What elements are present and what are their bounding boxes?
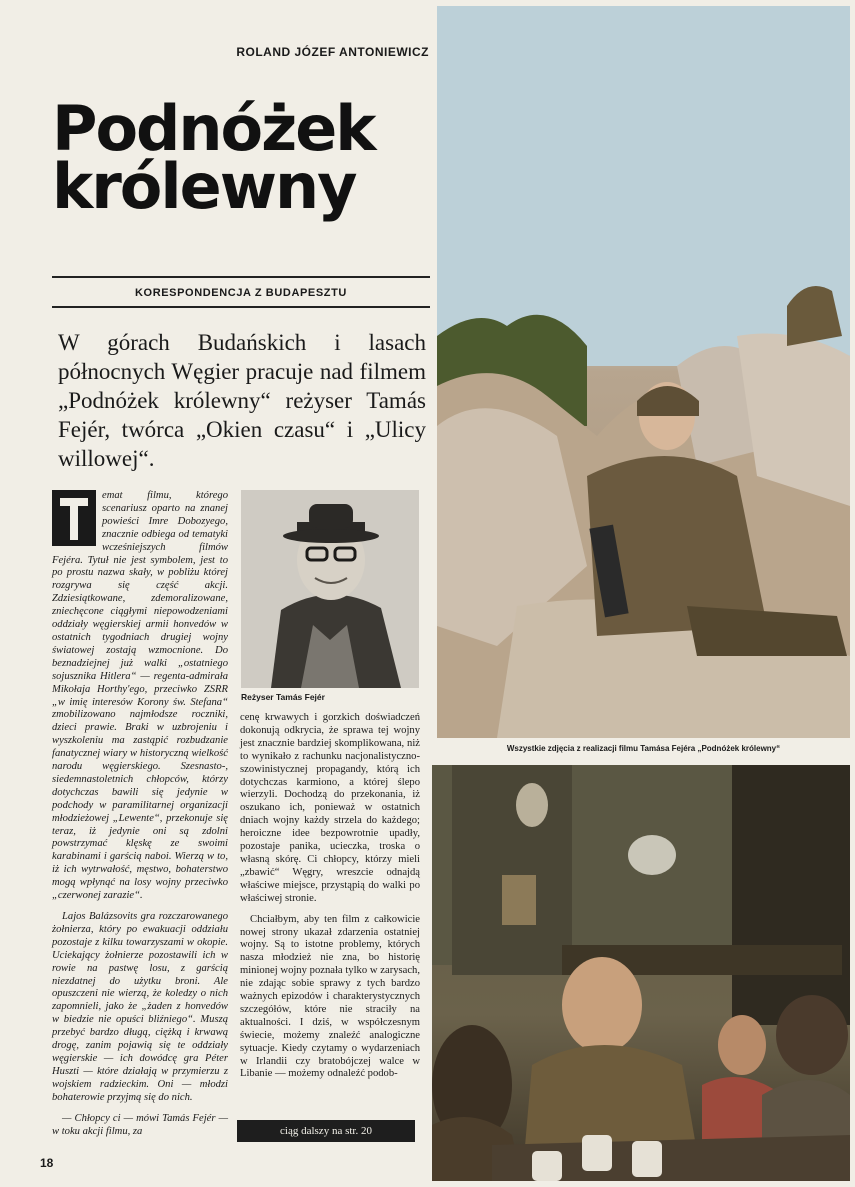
film-still-interior-scene	[432, 765, 850, 1181]
continued-note: ciąg dalszy na str. 20	[237, 1120, 415, 1142]
article-title	[52, 92, 432, 223]
top-rule	[52, 276, 430, 278]
author-byline: ROLAND JÓZEF ANTONIEWICZ	[236, 45, 429, 59]
text-column-2	[240, 712, 420, 1089]
section-kicker: KORESPONDENCJA Z BUDAPESZTU	[135, 287, 347, 299]
photos-caption: Wszystkie zdjęcia z realizacji filmu Tamása Fejéra „Podnóżek królewny“	[506, 744, 781, 753]
title-line-1: Podnóżek	[52, 92, 375, 165]
column1-paragraph-2: Lajos Balázsovits gra rozczarowanego żołnierza, który po ewakuacji oddziału pozostaje z kilku towarzyszami w okopie. Uciekający żołnierze pozostawili ich w rowie na pastwę losu, z garścią niezdatnej do użytku broni. Ale opuszczeni nie wierzą, że koledzy o nich zapomnieli, jako że „żaden z honvedów w biedzie nie opuści bliźniego“. Muszą przebyć bardzo długą, ciężką i krwawą drogę, zanim pojawią się te oddziały węgierskie — ich dowódcę gra Péter Huszti — które działają w przymierzu z wojskiem radzieckim. Oni — młodzi bohaterowie przyjmą się do nich.	[52, 911, 228, 1103]
title-line-2: królewny	[52, 150, 356, 223]
column2-paragraph-2: Chciałbym, aby ten film z całkowicie nowej strony ukazał zdarzenia ostatniej wojny. Są to istotne problemy, których nasza młodzież nie zna, bo historię minionej wojny poznała tylko w zarysach, nie zdając sobie sprawy z tych bardzo ważnych epizodów i charakterystycznych szczegółów, które nie straciły na aktualności. I dziś, w współczesnym świecie, możemy znaleźć analogiczne sytuacje. Kiedy czytamy o wydarzeniach w Irlandii czy bratobójczej walce w Libanie — możemy odnaleźć podob-	[240, 913, 420, 1080]
column2-paragraph-1: cenę krwawych i gorzkich doświadczeń dokonują odkrycia, że sprawa tej wojny jest znacznie bardziej skomplikowana, niż to wynikało z rachunku nacjonalistyczno-szowinistycznej propagandy, którą ich dotychczas karmiono, a której ślepo wierzyli. Dochodzą do przekonania, iż oszukano ich, ponieważ w ostatnich dniach wojny każdy strzela do każdego; heroiczne idee bezpowrotnie upadły, pozostaje panika, ucieczka, troska o własną skórę. Ci chłopcy, którzy mieli „zbawić“ Węgry, wreszcie odnajdą właściwe miejsce, przystąpią do walki po właściwej stronie.	[240, 712, 420, 904]
director-portrait-photo	[241, 490, 419, 688]
portrait-caption: Reżyser Tamás Fejér	[241, 692, 325, 702]
bottom-rule	[52, 306, 430, 308]
page-number: 18	[40, 1156, 54, 1170]
column1-paragraph-1: emat filmu, którego scenariusz oparto na znanej powieści Imre Dobozyego, znacznie odbiega od tematyki wcześniejszych filmów Fejéra. Tytuł nie jest symbolem, jest to po prostu nazwa skały, w pobliżu której rozgrywa się część akcji. Zdziesiątkowane, zdemoralizowane, zniechęcone ciągłymi niepowodzeniami oddziały węgierskiej armii honvedów w ostatnich tygodniach drugiej wojny światowej zostają wzmocnione. Do beznadziejnej już walki „ostatniego sojusznika Hitlera“ — regenta-admirała Mikołaja Horthy'ego, przeciwko ZSRR „w imię interesów Korony św. Stefana“ zmobilizowano najmłodsze roczniki, dzieci prawie. Braki w uzbrojeniu i wyszkoleniu ma zastąpić rozbudzanie fanatycznej wiary w historyczną wielkość narodu węgierskiego. Szesnasto-, siedemnastoletnich chłopców, którzy dotychczas bawili się jedynie w podchody w paramilitarnej organizacji młodzieżowej „Lewente“, przekonuje się teraz, iż jedynie oni są zdolni powstrzymać klęskę ze swoimi karabinami i garścią naboi. Wierzą w to, iż ich wytrwałość, męstwo, bohaterstwo mogą wpłynąć na losy wojny przeciwko „czerwonej zarazie“.	[52, 490, 228, 902]
lead-paragraph: W górach Budańskich i lasach północnych Węgier pracuje nad filmem „Podnóżek królewny“ reżyser Tamás Fejér, twórca „Okien czasu“ i „Ulicy willowej“.	[58, 330, 426, 471]
text-column-1	[52, 490, 228, 1146]
column1-paragraph-3: — Chłopcy ci — mówi Tamás Fejér — w toku akcji filmu, za	[52, 1112, 228, 1137]
dropcap-letter-icon	[52, 490, 96, 546]
film-still-soldier-on-rocks	[437, 6, 850, 738]
